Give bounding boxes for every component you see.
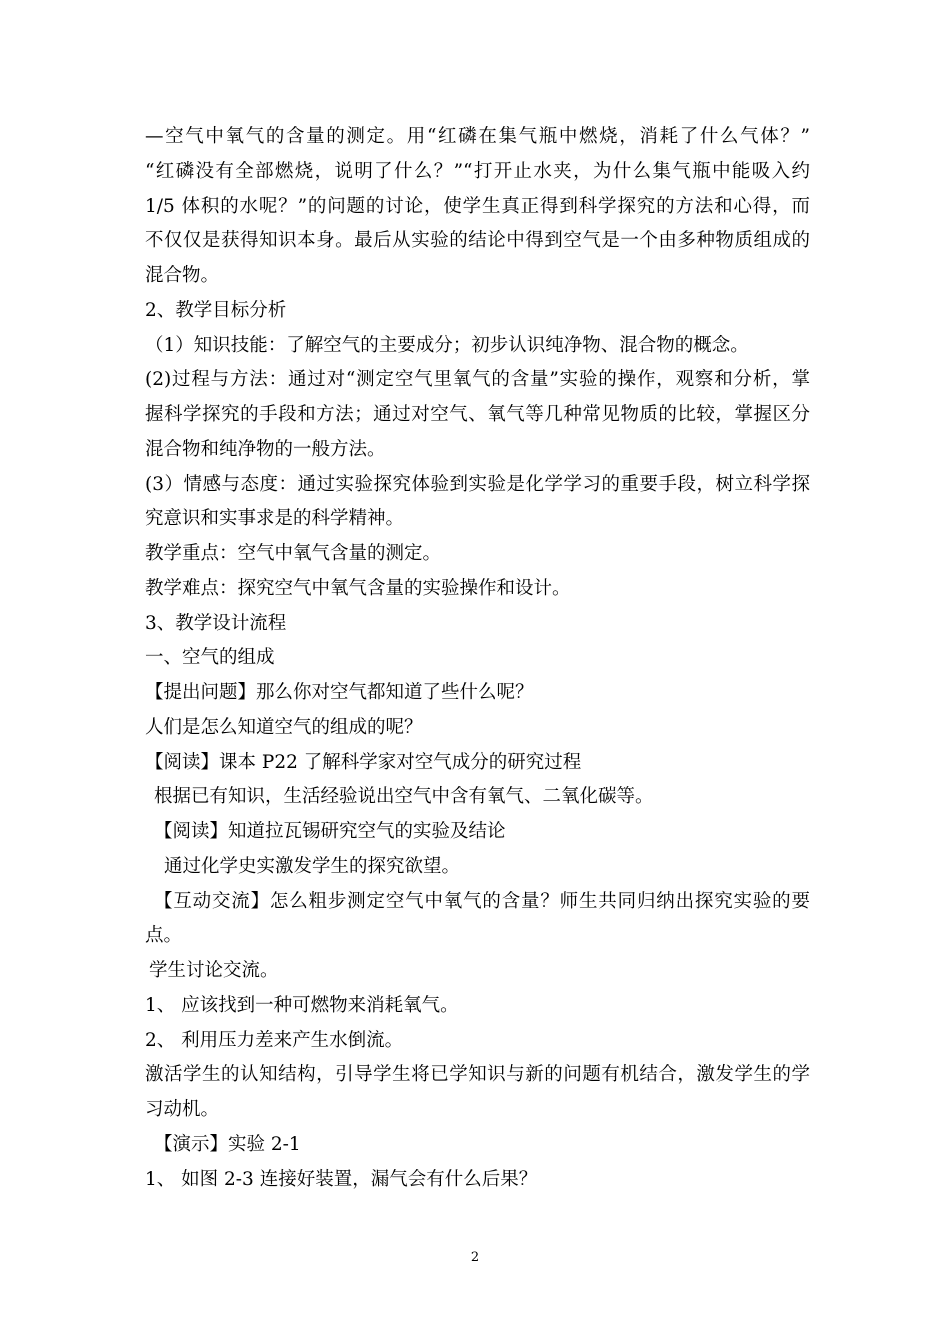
- text-line: 混合物。: [145, 265, 220, 286]
- section-heading: 一、空气的组成: [145, 647, 275, 669]
- section-heading: 3、教学设计流程: [145, 612, 287, 634]
- text-line: 【提出问题】那么你对空气都知道了些什么呢？: [145, 682, 534, 703]
- text-line: 教学重点：空气中氧气含量的测定。: [145, 543, 442, 564]
- text-line: 不仅仅是获得知识本身。最后从实验的结论中得到空气是一个由多种物质组成的: [145, 230, 810, 252]
- text-line: （1）知识技能：了解空气的主要成分；初步认识纯净物、混合物的概念。: [145, 334, 749, 356]
- text-line: 究意识和实事求是的科学精神。: [145, 508, 405, 530]
- text-line: 1/5 体积的水呢？”的问题的讨论，使学生真正得到科学探究的方法和心得，而: [145, 195, 810, 217]
- text-line: 【互动交流】怎么粗步测定空气中氧气的含量？师生共同归纳出探究实验的要: [154, 890, 810, 912]
- text-line: 通过化学史实激发学生的探究欲望。: [164, 855, 461, 877]
- text-line: 点。: [145, 925, 183, 947]
- text-line: 根据已有知识，生活经验说出空气中含有氧气、二氧化碳等。: [154, 786, 654, 808]
- text-line: (2)过程与方法：通过对“测定空气里氧气的含量”实验的操作，观察和分析，掌: [145, 369, 810, 391]
- section-heading: 2、教学目标分析: [145, 299, 287, 321]
- text-line: 激活学生的认知结构，引导学生将已学知识与新的问题有机结合，激发学生的学: [145, 1064, 810, 1086]
- text-line: (3）情感与态度：通过实验探究体验到实验是化学学习的重要手段，树立科学探: [145, 473, 810, 495]
- text-line: 混合物和纯净物的一般方法。: [145, 438, 386, 460]
- text-line: 【阅读】课本 P22 了解科学家对空气成分的研究过程: [145, 751, 582, 773]
- text-line: 教学难点：探究空气中氧气含量的实验操作和设计。: [145, 577, 571, 599]
- text-line: “红磷没有全部燃烧，说明了什么？”“打开止水夹，为什么集气瓶中能吸入约: [145, 160, 810, 182]
- list-item: 1、 如图 2-3 连接好装置，漏气会有什么后果？: [145, 1168, 538, 1190]
- text-line: 握科学探究的手段和方法；通过对空气、氧气等几种常见物质的比较，掌握区分: [145, 404, 810, 425]
- list-item: 1、 应该找到一种可燃物来消耗氧气。: [145, 994, 459, 1016]
- list-item: 2、 利用压力差来产生水倒流。: [145, 1029, 404, 1051]
- text-line: —空气中氧气的含量的测定。用“红磷在集气瓶中燃烧，消耗了什么气体？”: [145, 126, 810, 147]
- text-line: 【阅读】知道拉瓦锡研究空气的实验及结论: [154, 821, 506, 842]
- text-line: 习动机。: [145, 1099, 220, 1120]
- body-text: [145, 120, 810, 1197]
- text-line: 学生讨论交流。: [149, 960, 279, 981]
- page-number: 2: [470, 1250, 480, 1265]
- text-line: 【演示】实验 2-1: [154, 1133, 301, 1155]
- text-line: 人们是怎么知道空气的组成的呢？: [145, 716, 423, 738]
